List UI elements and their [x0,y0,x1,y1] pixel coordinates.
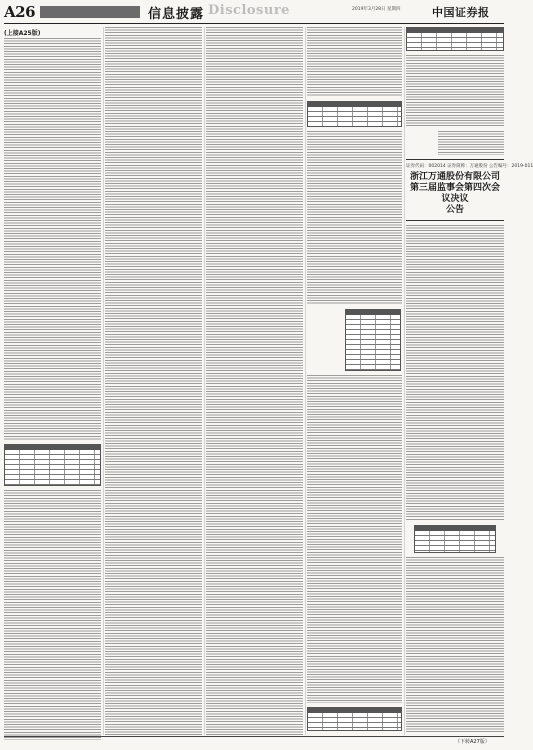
header-rule [4,23,504,24]
text-block [307,131,402,305]
text-column-3 [206,27,303,735]
text-column-2 [105,27,202,735]
company-name: 浙江万通股份有限公司 [409,172,500,182]
data-table [307,707,402,731]
data-table [307,101,402,127]
data-table [414,525,496,553]
signature-block [438,131,504,155]
newspaper-logo: 中国证券报 [432,6,490,19]
text-column-1 [4,27,101,735]
data-table [345,309,401,371]
footer-rule [4,736,504,737]
announcement-header [406,159,533,221]
text-block [307,375,402,703]
section-title: 信息披露 [148,7,205,22]
text-block [406,225,504,521]
continued-heading: (上接A25版) [4,30,41,37]
header-band [40,6,140,18]
section-title-en: Disclosure [208,3,290,18]
announcement-title: 公告 [445,205,464,215]
meeting-title: 第三届监事会第四次会议决议 [409,183,500,204]
article-body [4,27,533,735]
stock-code-line: 证券代码：002014 证券简称：万通股份 公告编号：2019-011 [406,164,533,169]
page-header [0,0,508,24]
text-block [4,490,101,740]
page-number: A26 [4,3,36,21]
text-block [406,55,504,127]
data-table [4,444,101,486]
text-column-5 [406,27,533,735]
text-column-4 [307,27,402,735]
date-line: 2019年3月28日 星期四 [352,7,401,12]
continuation-note: （下转A27版） [455,739,490,745]
text-block [206,27,303,735]
text-block [307,27,402,97]
text-block [406,557,504,733]
text-block [105,27,202,735]
data-table [406,27,504,51]
text-block [4,38,101,440]
